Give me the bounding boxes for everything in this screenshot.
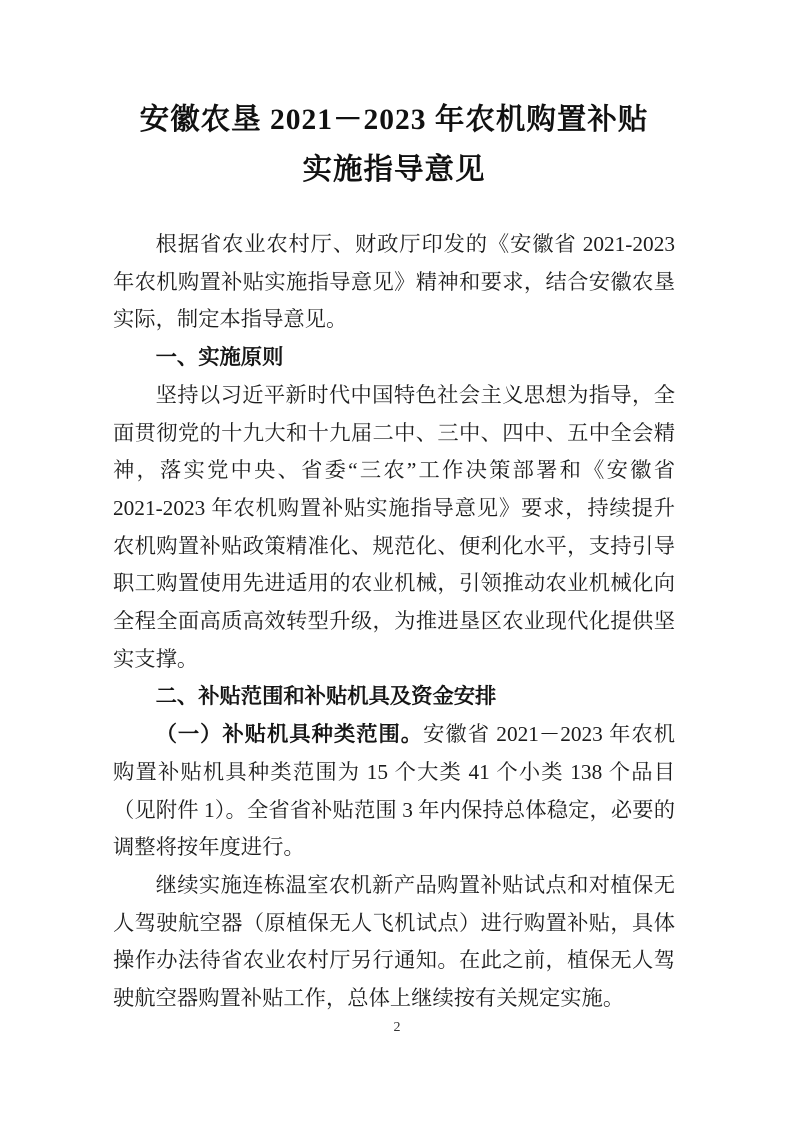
document-content — [113, 95, 675, 1018]
intro-paragraph: 根据省农业农村厅、财政厅印发的《安徽省 2021-2023 年农机购置补贴实施指导意见》精神和要求，结合安徽农垦实际，制定本指导意见。 — [113, 232, 675, 332]
document-title-line-1: 安徽农垦 2021－2023 年农机购置补贴 — [139, 104, 649, 136]
section-1-paragraph-1: 坚持以习近平新时代中国特色社会主义思想为指导，全面贯彻党的十九大和十九届二中、三中、四中、五中全会精神，落实党中央、省委“三农”工作决策部署和《安徽省 2021-2023 年农机购置补贴实施指导意见》要求，持续提升农机购置补贴政策精准化、规范化、便利化水平，支持引导职工购置使用先进适用的农业机械，引领推动农业机械化向全程全面高质高效转型升级，为推进垦区农业现代化提供坚实支撑。 — [113, 382, 675, 671]
document-title-line-2: 实施指导意见 — [302, 154, 486, 186]
section-2-paragraph-1-lead: （一）补贴机具种类范围。 — [155, 722, 424, 747]
section-1-heading: 一、实施原则 — [155, 345, 284, 370]
document-title — [113, 95, 675, 195]
section-2-heading: 二、补贴范围和补贴机具及资金安排 — [155, 684, 497, 709]
section-2-paragraph-1-text: 安徽省 2021－2023 年农机购置补贴机具种类范围为 15 个大类 41 个小类 138 个品目（见附件 1）。全省省补贴范围 3 年内保持总体稳定，必要的调整将按年度进行。 — [113, 722, 675, 860]
section-2-paragraph-1 — [113, 716, 675, 867]
page-number: 2 — [393, 1020, 401, 1035]
section-2-paragraph-2: 继续实施连栋温室农机新产品购置补贴试点和对植保无人驾驶航空器（原植保无人飞机试点）进行购置补贴，具体操作办法待省农业农村厅另行通知。在此之前，植保无人驾驶航空器购置补贴工作，总体上继续按有关规定实施。 — [113, 872, 675, 1011]
